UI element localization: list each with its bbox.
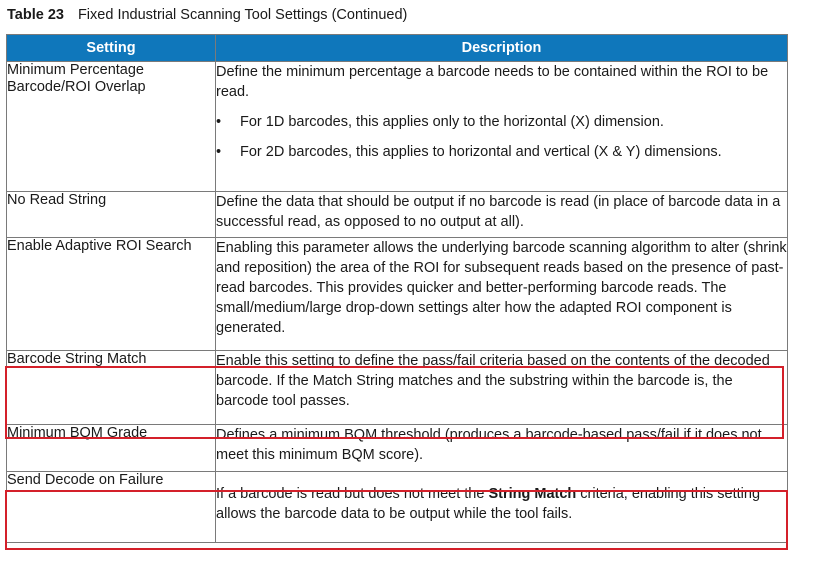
table-row: [7, 192, 788, 238]
setting-name: Barcode String Match: [7, 351, 216, 425]
description-text: Define the minimum percentage a barcode needs to be contained within the ROI to be read.: [216, 64, 769, 100]
setting-name: Minimum BQM Grade: [7, 425, 216, 472]
table-caption: [7, 7, 407, 23]
table-row: [7, 472, 788, 543]
setting-description: Define the data that should be output if no barcode is read (in place of barcode data in a successful read, as opposed to no output at all).: [216, 192, 788, 238]
setting-description: Enable this setting to define the pass/fail criteria based on the contents of the decoded barcode. If the Match String matches and the substring within the barcode is, the barcode tool passes.: [216, 351, 788, 425]
setting-description: Enabling this parameter allows the underlying barcode scanning algorithm to alter (shrink and reposition) the area of the ROI for subsequent reads based on the presence of past-read barcodes. This provides quicker and better-performing barcode reads. The small/medium/large drop-down settings alter how the adapted ROI component is generated.: [216, 238, 788, 351]
list-item: [216, 142, 787, 162]
setting-description: Defines a minimum BQM threshold (produces a barcode-based pass/fail if it does not meet this minimum BQM score).: [216, 425, 788, 472]
table-row: [7, 238, 788, 351]
bullet-text: For 2D barcodes, this applies to horizontal and vertical (X & Y) dimensions.: [240, 144, 722, 160]
setting-name: No Read String: [7, 192, 216, 238]
bullet-icon: •: [216, 144, 222, 160]
header-description: Description: [216, 35, 788, 62]
table-header-row: [7, 35, 788, 62]
description-text-before: If a barcode is read but does not meet the: [216, 486, 489, 502]
table-title: Fixed Industrial Scanning Tool Settings (Continued): [77, 7, 408, 23]
description-text-after: criteria, enabling this setting allows the barcode data to be output while the tool fails.: [216, 486, 761, 522]
list-item: [216, 112, 787, 132]
setting-name: Minimum Percentage Barcode/ROI Overlap: [7, 62, 216, 192]
setting-name: Send Decode on Failure: [7, 472, 216, 543]
setting-description: [216, 62, 788, 192]
setting-name: Enable Adaptive ROI Search: [7, 238, 216, 351]
table-row: [7, 425, 788, 472]
header-setting: Setting: [7, 35, 216, 62]
bullet-text: For 1D barcodes, this applies only to the horizontal (X) dimension.: [240, 114, 664, 130]
bullet-icon: •: [216, 114, 222, 130]
bullet-list: [216, 112, 787, 162]
table-row: [7, 62, 788, 192]
description-emphasis: String Match: [488, 486, 577, 502]
settings-table: [6, 34, 788, 543]
setting-description: [216, 472, 788, 543]
table-row: [7, 351, 788, 425]
table-number: Table 23: [7, 7, 64, 23]
